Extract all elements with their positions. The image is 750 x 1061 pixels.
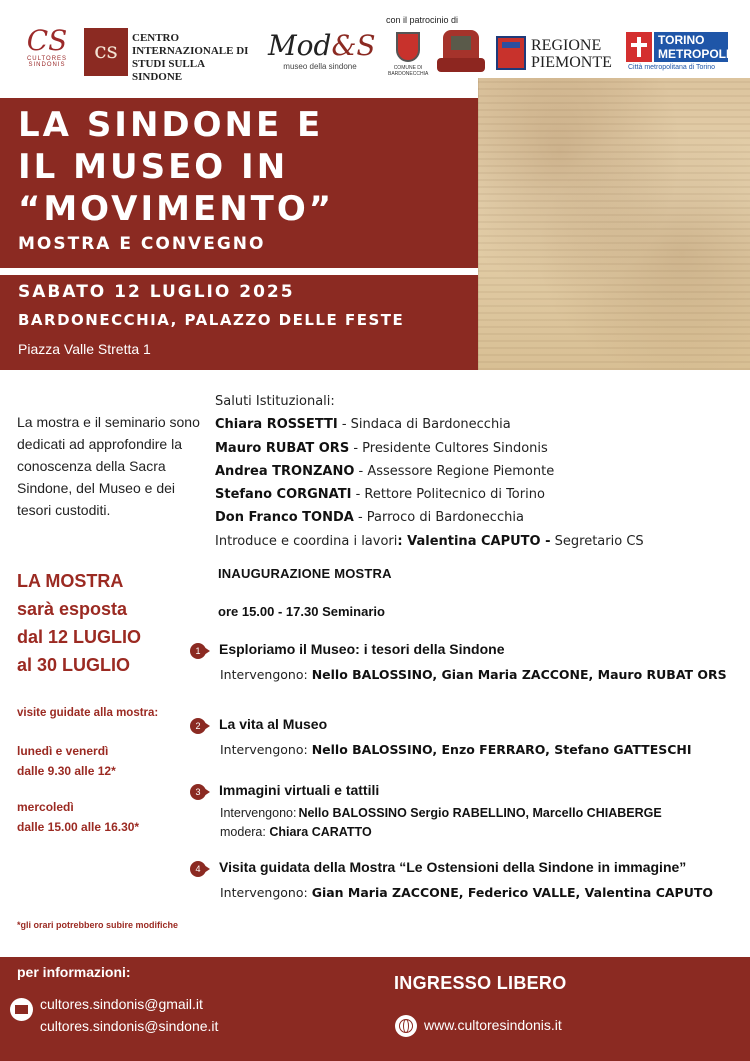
exhibition-line: dal 12 LUGLIO (17, 627, 142, 647)
coordinator-role: Segretario CS (550, 533, 644, 549)
inauguration-heading: INAUGURAZIONE MOSTRA (218, 566, 392, 581)
session-number-icon: 2 (190, 718, 206, 734)
torino-cross-icon (626, 32, 652, 62)
mail-icon (10, 998, 33, 1021)
speaker-role: - Presidente Cultores Sindonis (349, 440, 548, 456)
speakers-label: Intervengono: (220, 806, 297, 820)
centro-name-line: CENTRO (132, 32, 180, 44)
museo-sindone-logo (268, 29, 376, 74)
greeting-row (215, 483, 745, 506)
armchair-logo (435, 28, 487, 78)
speaker-name: Chiara ROSSETTI (215, 417, 338, 433)
speakers-label: Intervengono: (220, 742, 308, 757)
mods-mark-b: &S (331, 29, 376, 62)
moderator-row (220, 823, 662, 842)
speakers-row (220, 804, 662, 823)
patronage-label: con il patrocinio di (386, 15, 459, 25)
coordinator-prefix: Introduce e coordina i lavori (215, 533, 398, 549)
intro-text: La mostra e il seminario sono dedicati ad approfondire la conoscenza della Sacra Sindone, del Museo e dei tesori custoditi. (17, 414, 200, 518)
torino-line: TORINO (658, 33, 705, 47)
session-number-icon: 1 (190, 643, 206, 659)
session-title: Immagini virtuali e tattili (219, 782, 380, 798)
footer (0, 957, 750, 1061)
greetings-heading: Saluti Istituzionali: (215, 394, 335, 409)
mods-mark (268, 29, 376, 62)
speakers-names: Gian Maria ZACCONE, Federico VALLE, Valentina CAPUTO (311, 885, 714, 900)
session-number-icon: 4 (190, 861, 206, 877)
exhibition-dates (17, 567, 207, 679)
torino-metropoli-logo (626, 32, 730, 76)
speaker-name: Mauro RUBAT ORS (215, 440, 350, 456)
regione-shield-icon (496, 36, 526, 70)
comune-shield-icon (396, 32, 420, 62)
mods-mark-a: Mod (268, 29, 332, 62)
shroud-image (478, 78, 750, 370)
visit-days: lunedì e venerdì (17, 744, 109, 758)
visit-days: mercoledì (17, 800, 74, 814)
institutional-greetings (215, 390, 745, 553)
greeting-row (215, 413, 745, 436)
session-speakers (220, 667, 727, 682)
regione-piemonte-logo (496, 36, 610, 72)
centro-name-line: STUDI SULLA SINDONE (132, 58, 205, 83)
speaker-role: - Sindaca di Bardonecchia (337, 417, 511, 433)
seminar-time: ore 15.00 - 17.30 Seminario (218, 604, 385, 619)
speaker-role: - Rettore Politecnico di Torino (351, 487, 545, 503)
centro-name-line: INTERNAZIONALE DI (132, 45, 249, 57)
comune-bardonecchia-logo (388, 32, 428, 82)
event-place: BARDONECCHIA, PALAZZO DELLE FESTE (18, 311, 405, 329)
visit-slot (17, 741, 116, 781)
speakers-names: Nello BALOSSINO, Enzo FERRARO, Stefano GATTESCHI (311, 742, 692, 757)
session-speakers (220, 742, 692, 757)
cultores-mark: CS (26, 24, 68, 57)
greeting-row (215, 506, 745, 529)
moderator-label: modera: (220, 825, 266, 839)
regione-name (531, 37, 612, 71)
speakers-label: Intervengono: (220, 885, 308, 900)
centro-internazionale-logo (84, 28, 254, 83)
torino-name (654, 32, 728, 62)
event-title (18, 104, 468, 230)
email-link[interactable]: cultores.sindonis@sindone.it (40, 1018, 219, 1034)
session-number-icon: 3 (190, 784, 206, 800)
speaker-name: Andrea TRONZANO (215, 463, 355, 479)
speaker-role: - Assessore Regione Piemonte (354, 463, 555, 479)
speakers-names: Nello BALOSSINO, Gian Maria ZACCONE, Mauro RUBAT ORS (311, 667, 727, 682)
session-title: Esploriamo il Museo: i tesori della Sindone (219, 641, 505, 657)
cultores-name: CULTORES SINDONIS (26, 56, 68, 68)
speakers-names: Nello BALOSSINO Sergio RABELLINO, Marcello CHIABERGE (298, 806, 662, 820)
exhibition-line: LA MOSTRA (17, 571, 124, 591)
coordinator-row (215, 530, 745, 553)
torino-line: METROPOLI (658, 47, 730, 61)
armchair-seat (437, 58, 485, 72)
event-title-line: IL MUSEO IN (18, 147, 289, 187)
mods-sub: museo della sindone (283, 62, 357, 71)
session-speakers (220, 885, 713, 900)
centro-mark: cs (84, 28, 128, 76)
info-label: per informazioni: (17, 964, 131, 980)
guided-visits-heading: visite guidate alla mostra: (17, 707, 159, 719)
regione-line: REGIONE (531, 37, 602, 54)
session-title: Visita guidata della Mostra “Le Ostensioni della Sindone in immagine” (219, 859, 687, 875)
event-address: Piazza Valle Stretta 1 (18, 341, 151, 357)
globe-icon (395, 1015, 417, 1037)
visit-slot (17, 797, 139, 837)
speaker-role: - Parroco di Bardonecchia (353, 510, 524, 526)
comune-name: COMUNE DI BARDONECCHIA (388, 65, 429, 77)
speaker-name: Stefano CORGNATI (215, 487, 352, 503)
speakers-label: Intervengono: (220, 667, 308, 682)
exhibition-line: sarà esposta (17, 599, 128, 619)
centro-name (132, 32, 256, 84)
event-subtitle: MOSTRA E CONVEGNO (18, 234, 266, 254)
session-title: La vita al Museo (219, 716, 328, 732)
visit-hours: dalle 15.00 alle 16.30* (17, 820, 140, 834)
website-link[interactable]: www.cultoresindonis.it (424, 1017, 562, 1033)
exhibition-line: al 30 LUGLIO (17, 655, 131, 675)
free-entry-label: INGRESSO LIBERO (394, 973, 567, 993)
event-title-line: LA SINDONE E (18, 105, 324, 145)
visit-hours: dalle 9.30 alle 12* (17, 764, 116, 778)
schedule-note: *gli orari potrebbero subire modifiche (17, 920, 179, 930)
greeting-row (215, 437, 745, 460)
moderator-name: Chiara CARATTO (269, 825, 372, 839)
coordinator-name: : Valentina CAPUTO - (397, 533, 551, 549)
speaker-name: Don Franco TONDA (215, 510, 354, 526)
event-title-line: “MOVIMENTO” (18, 189, 335, 229)
cultores-sindonis-logo (22, 26, 72, 76)
regione-line: PIEMONTE (531, 54, 612, 71)
email-link[interactable]: cultores.sindonis@gmail.it (40, 996, 203, 1012)
event-date: SABATO 12 LUGLIO 2025 (18, 282, 295, 302)
greeting-row (215, 460, 745, 483)
torino-sub: Città metropolitana di Torino (628, 64, 716, 71)
session-speakers (220, 804, 662, 842)
